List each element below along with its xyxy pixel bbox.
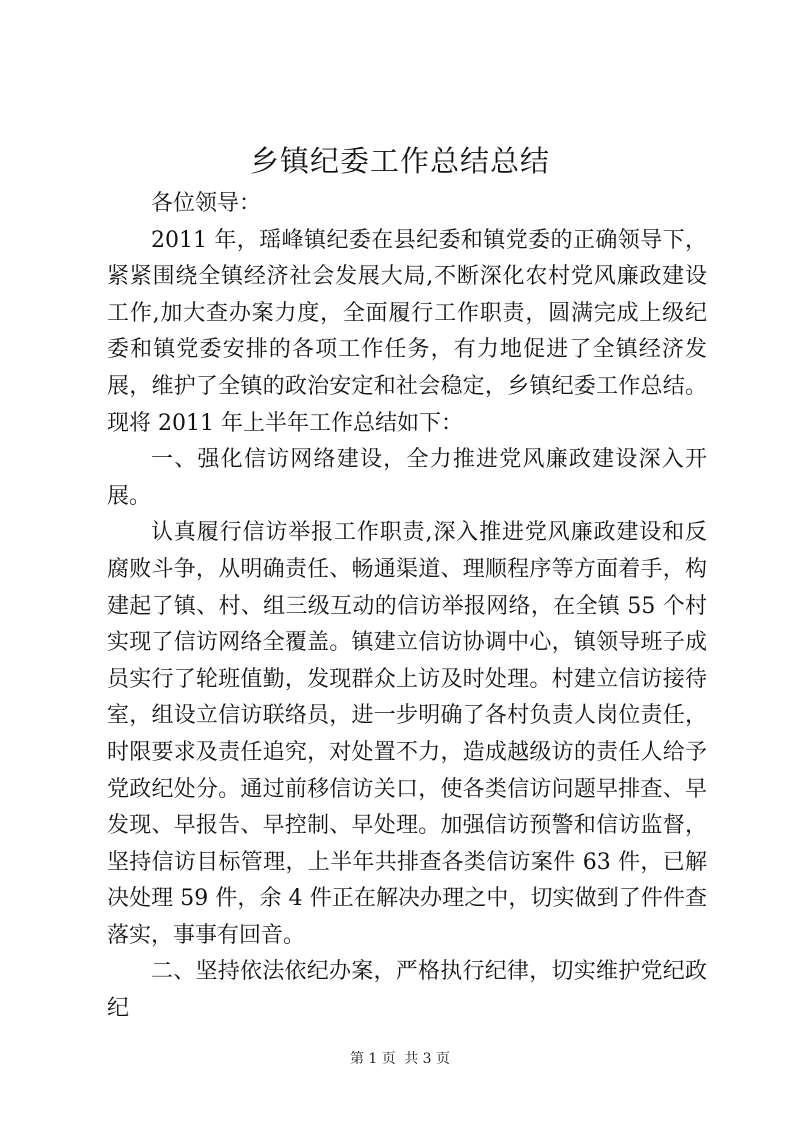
greeting-paragraph: 各位领导： [151, 191, 262, 216]
page-total: 共 3 页 [404, 1051, 451, 1067]
section-heading-2: 二、坚持依法依纪办案，严格执行纪律，切实维护党纪政纪 [107, 959, 707, 1022]
section-heading-1: 一、强化信访网络建设，全力推进党风廉政建设深入开展。 [107, 447, 707, 509]
intro-paragraph: 2011 年，瑶峰镇纪委在县纪委和镇党委的正确领导下，紧紧围绕全镇经济社会发展大局,不断深化农村党风廉政建设工作,加大查办案力度，全面履行工作职责，圆满完成上级纪委和镇党委安排的各项工作任务，有力地促进了全镇经济发展，维护了全镇的政治安定和社会稳定，乡镇纪委工作总结。现将 2011 年上半年工作总结如下： [107, 227, 707, 436]
document-body [107, 186, 707, 1028]
page-footer [0, 1049, 800, 1069]
document-title: 乡镇纪委工作总结总结 [249, 144, 550, 178]
section-body-1: 认真履行信访举报工作职责,深入推进党风廉政建设和反腐败斗争，从明确责任、畅通渠道、理顺程序等方面着手，构建起了镇、村、组三级互动的信访举报网络，在全镇 55 个村实现了信访网络全覆盖。镇建立信访协调中心，镇领导班子成员实行了轮班值勤，发现群众上访及时处理。村建立信访接待室，组设立信访联络员，进一步明确了各村负责人岗位责任，时限要求及责任追究，对处置不力，造成越级访的责任人给予党政纪处分。通过前移信访关口，使各类信访问题早排查、早发现、早报告、早控制、早处理。加强信访预警和信访监督，坚持信访目标管理，上半年共排查各类信访案件 63 件，已解决处理 59 件，余 4 件正在解决办理之中，切实做到了件件查落实，事事有回音。 [107, 520, 707, 948]
page-number: 第 1 页 [349, 1051, 396, 1067]
